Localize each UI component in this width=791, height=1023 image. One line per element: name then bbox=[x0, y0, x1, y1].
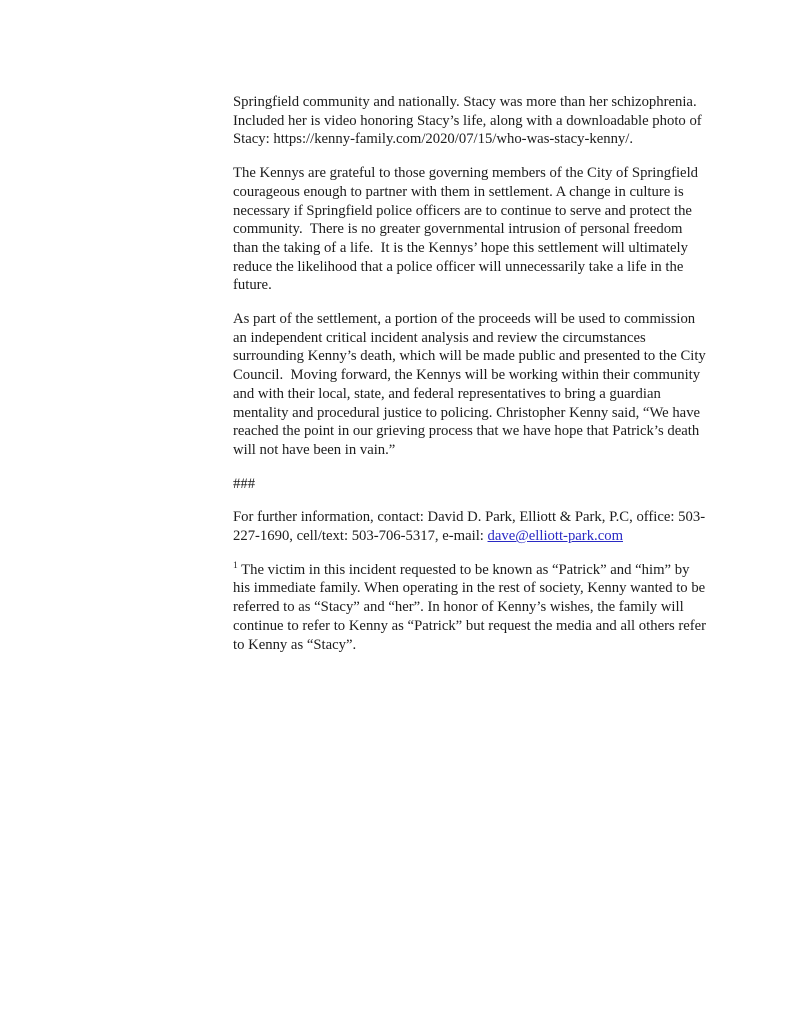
paragraph-settlement: As part of the settlement, a portion of the proceeds will be used to commission an independent critical incident analysis and review the circumstances surrounding Kenny’s death, which will be made public and presented to the City Council. Moving forward, the Kennys will be working within their community and with their local, state, and federal representatives to bring a guardian mentality and procedural justice to policing. Christopher Kenny said, “We have reached the point in our grieving process that we have hope that Patrick’s death will not have been in vain.” bbox=[233, 311, 710, 458]
document-body bbox=[233, 93, 710, 669]
footnote-marker: 1 bbox=[233, 560, 238, 571]
end-marker: ### bbox=[233, 475, 256, 492]
contact-paragraph bbox=[233, 508, 707, 545]
contact-text: For further information, contact: David D. Park, Elliott & Park, P.C, office: 503-227-1690, cell/text: 503-706-5317, e-mail: bbox=[233, 509, 706, 545]
footnote bbox=[233, 560, 710, 655]
email-link[interactable]: dave@elliott-park.com bbox=[487, 528, 623, 545]
paragraph-grateful: The Kennys are grateful to those governing members of the City of Springfield courageous enough to partner with them in settlement. A change in culture is necessary if Springfield police officers are to continue to serve and protect the community. There is no greater governmental intrusion of personal freedom than the taking of a life. It is the Kennys’ hope this settlement will ultimately reduce the likelihood that a police officer will unnecessarily take a life in the future. bbox=[233, 165, 702, 294]
footnote-text: The victim in this incident requested to be known as “Patrick” and “him” by his immediate family. When operating in the rest of society, Kenny wanted to be referred to as “Stacy” and “her”. In honor of Kenny’s wishes, the family will continue to refer to Kenny as “Patrick” but request the media and all others refer to Kenny as “Stacy”. bbox=[233, 561, 710, 653]
paragraph-community: Springfield community and nationally. Stacy was more than her schizophrenia. Included her is video honoring Stacy’s life, along with a downloadable photo of Stacy: https://kenny-family.com/2020/07/15/who-was-stacy-kenny/. bbox=[233, 94, 706, 148]
